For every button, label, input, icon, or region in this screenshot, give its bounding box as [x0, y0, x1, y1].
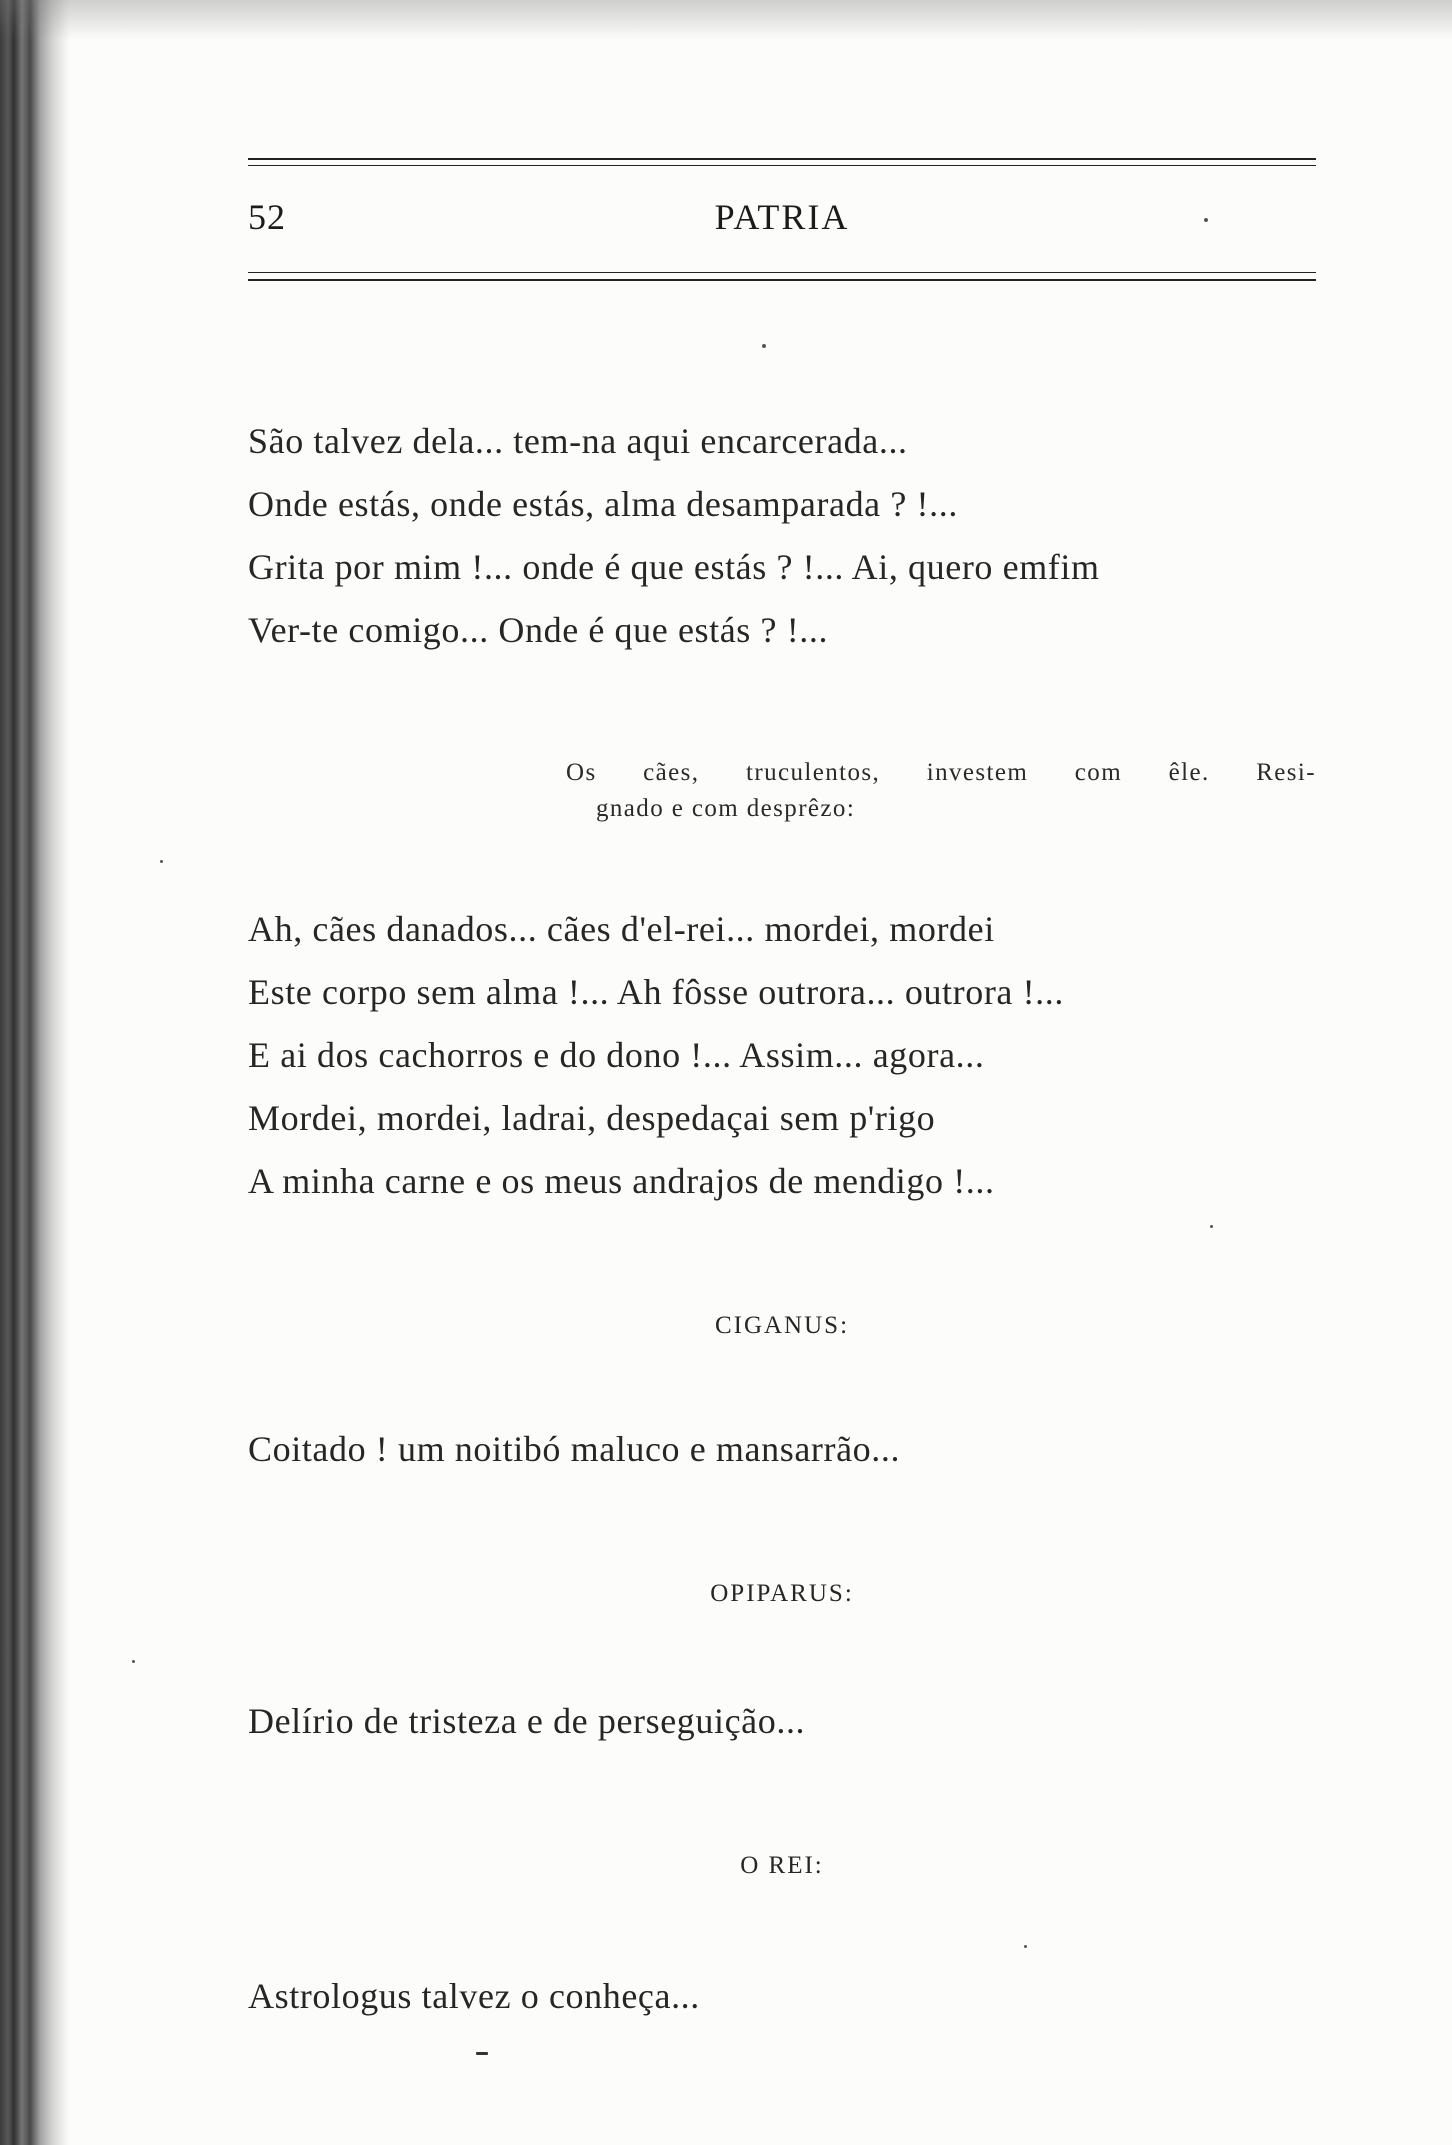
speaker-rei: O REI:: [740, 1852, 824, 1879]
scan-speck: [1210, 1225, 1213, 1228]
verse-block-ciganus: [248, 1418, 1328, 1481]
page-number: 52: [248, 197, 286, 237]
verse-line: E ai dos cachorros e do dono !... Assim... agora...: [248, 1035, 985, 1075]
verse-line: Ver-te comigo... Onde é que estás ? !...: [248, 610, 829, 650]
verse-line: Grita por mim !... onde é que estás ? !... Ai, quero emfim: [248, 547, 1100, 587]
scan-speck: [132, 1660, 135, 1663]
header-rule-bottom-1: [248, 272, 1316, 273]
stage-direction-line-1: Os cães, truculentos, investem com êle. Resi-: [566, 759, 1316, 786]
speaker-ciganus: CIGANUS:: [714, 1312, 850, 1339]
verse-line: Delírio de tristeza e de perseguição...: [248, 1701, 806, 1741]
scan-speck: [762, 344, 766, 348]
verse-line: A minha carne e os meus andrajos de mendigo !...: [248, 1161, 995, 1201]
verse-block-1: [248, 410, 1328, 662]
verse-line: Coitado ! um noitibó maluco e mansarrão...: [248, 1429, 901, 1469]
verse-line: Astrologus talvez o conheça...: [248, 1976, 700, 2016]
stage-direction: [566, 755, 1316, 827]
scan-speck: [476, 2052, 488, 2055]
scan-shadow: [0, 0, 1452, 40]
verse-line: Onde estás, onde estás, alma desamparada ? !...: [248, 484, 958, 524]
header-rule-top-2: [248, 165, 1316, 166]
verse-line: Mordei, mordei, ladrai, despedaçai sem p'rigo: [248, 1098, 936, 1138]
running-title: PATRIA: [714, 197, 850, 237]
page-binding-edge: [0, 0, 70, 2145]
speaker-opiparus: OPIPARUS:: [710, 1580, 854, 1607]
verse-block-rei: [248, 1965, 1328, 2028]
header-rule-top-1: [248, 158, 1316, 160]
verse-block-opiparus: [248, 1690, 1328, 1753]
header-rule-bottom-2: [248, 279, 1316, 281]
verse-block-2: [248, 898, 1328, 1213]
stage-direction-line-2: gnado e com desprêzo:: [596, 795, 856, 822]
verse-line: Este corpo sem alma !... Ah fôsse outrora... outrora !...: [248, 972, 1064, 1012]
verse-line: Ah, cães danados... cães d'el-rei... mordei, mordei: [248, 909, 995, 949]
scan-speck: [160, 860, 163, 863]
scan-speck: [1204, 218, 1208, 222]
scan-speck: [1024, 1945, 1027, 1948]
page-header: [248, 196, 1316, 242]
verse-line: São talvez dela... tem-na aqui encarcerada...: [248, 421, 908, 461]
